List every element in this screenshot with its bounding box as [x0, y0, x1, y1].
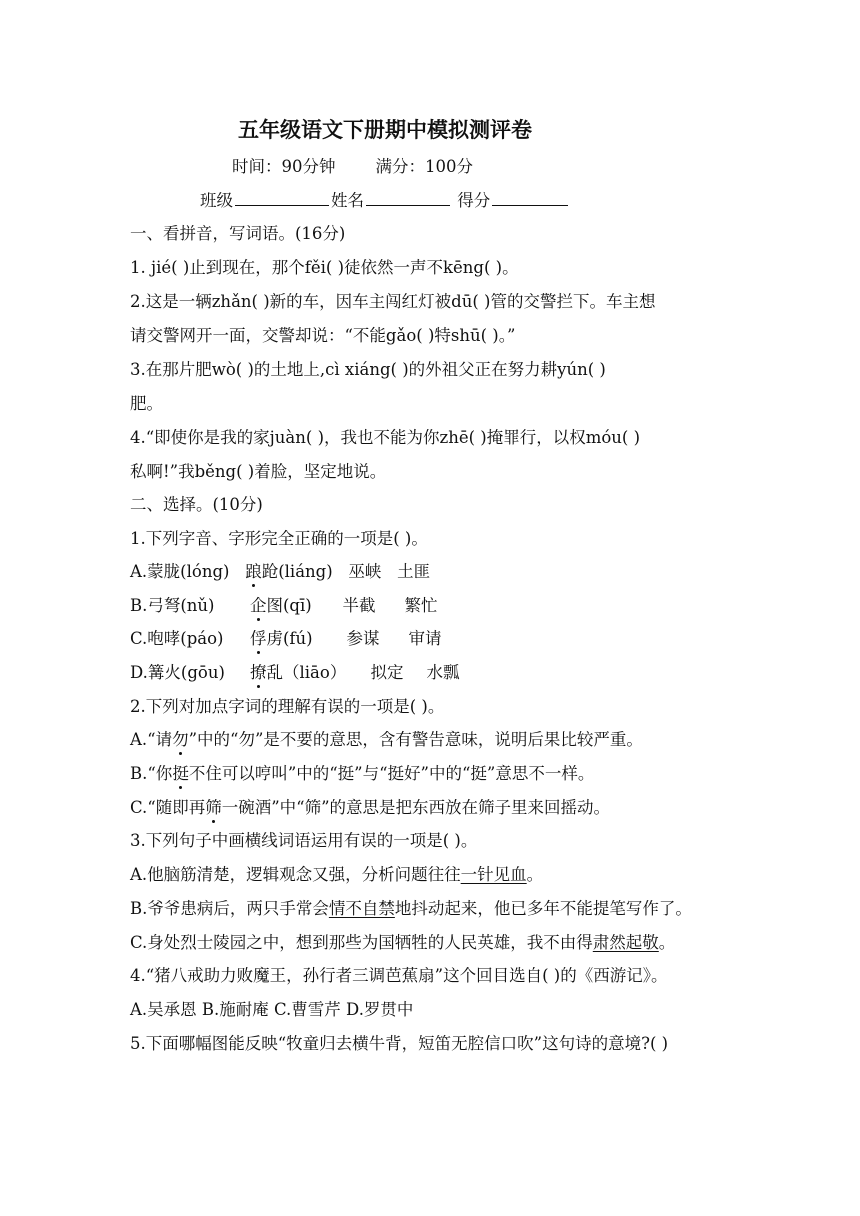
dotted-char: 踉: [245, 562, 262, 581]
dotted-char: 勿: [172, 730, 189, 749]
dotted-char: 筛: [205, 798, 222, 817]
s1-question-3-line1: 3.在那片肥wò( )的土地上,cì xiáng( )的外祖父正在努力耕yún( ): [130, 360, 606, 379]
s2-q3-option-b: B.爷爷患病后，两只手常会情不自禁地抖动起来，他已多年不能提笔写作了。: [130, 899, 692, 918]
section1-heading: 一、看拼音，写词语。(16分): [130, 224, 346, 243]
dotted-char: 俘: [250, 629, 267, 648]
s2-question-1-stem: 1.下列字音、字形完全正确的一项是( )。: [130, 529, 428, 548]
underlined-phrase: 一针见血: [460, 865, 527, 884]
s2-q1-option-c: C.咆哮(páo) 俘虏(fú) 参谋 审请: [130, 629, 442, 648]
full-score: 满分：100分: [375, 157, 473, 176]
s2-question-4-stem: 4.“猪八戒助力败魔王，孙行者三调芭蕉扇”这个回目选自( )的《西游记》。: [130, 966, 668, 985]
student-info: [200, 189, 570, 212]
s2-q1-option-b: B.弓弩(nǔ) 企图(qī) 半截 繁忙: [130, 596, 438, 615]
class-blank: [235, 189, 329, 206]
exam-title: 五年级语文下册期中模拟测评卷: [238, 118, 532, 142]
s2-q4-options: A.吴承恩 B.施耐庵 C.曹雪芹 D.罗贯中: [130, 1000, 414, 1019]
section2-heading: 二、选择。(10分): [130, 495, 263, 514]
s2-question-3-stem: 3.下列句子中画横线词语运用有误的一项是( )。: [130, 831, 478, 850]
dotted-char: 挺: [172, 764, 189, 783]
underlined-phrase: 肃然起敬: [592, 933, 659, 952]
name-blank: [366, 189, 450, 206]
s2-question-2-stem: 2.下列对加点字词的理解有误的一项是( )。: [130, 697, 445, 716]
s2-question-5-stem: 5.下面哪幅图能反映“牧童归去横牛背，短笛无腔信口吹”这句诗的意境?( ): [130, 1034, 669, 1053]
s2-q1-option-a: A.蒙胧(lóng) 踉跄(liáng) 巫峡 土匪: [130, 562, 431, 581]
s2-q1-option-d: D.篝火(gōu) 撩乱（liāo） 拟定 水瓢: [130, 663, 460, 682]
s1-question-4-line2: 私啊!”我běng( )着脸，坚定地说。: [130, 462, 387, 481]
s1-question-3-line2: 肥。: [130, 394, 163, 413]
time-limit: 时间：90分钟: [232, 157, 336, 176]
name-label: 姓名: [331, 191, 364, 210]
exam-meta: [232, 156, 473, 178]
score-label: 得分: [457, 191, 491, 210]
dotted-char: 撩: [250, 663, 267, 682]
s2-q2-option-a: A.“请勿”中的“勿”是不要的意思，含有警告意味，说明后果比较严重。: [130, 730, 643, 749]
score-blank: [492, 189, 568, 206]
s1-question-2-line2: 请交警网开一面，交警却说：“不能gǎo( )特shū( )。”: [130, 326, 516, 345]
s1-question-1: 1. jié( )止到现在，那个fěi( )徒依然一声不kēng( )。: [130, 258, 519, 277]
s2-q2-option-b: B.“你挺不住可以哼叫”中的“挺”与“挺好”中的“挺”意思不一样。: [130, 764, 595, 783]
s2-q3-option-c: C.身处烈士陵园之中，想到那些为国牺牲的人民英雄，我不由得肃然起敬。: [130, 933, 676, 952]
underlined-phrase: 情不自禁: [328, 899, 395, 918]
s1-question-4-line1: 4.“即使你是我的家juàn( )，我也不能为你zhē( )掩罪行，以权móu( ): [130, 428, 641, 447]
s2-q2-option-c: C.“随即再筛一碗酒”中“筛”的意思是把东西放在筛子里来回摇动。: [130, 798, 611, 817]
s1-question-2-line1: 2.这是一辆zhǎn( )新的车，因车主闯红灯被dū( )管的交警拦下。车主想: [130, 292, 656, 311]
s2-q3-option-a: A.他脑筋清楚，逻辑观念又强，分析问题往往一针见血。: [130, 865, 544, 884]
class-label: 班级: [200, 191, 233, 210]
dotted-char: 企: [250, 596, 267, 615]
